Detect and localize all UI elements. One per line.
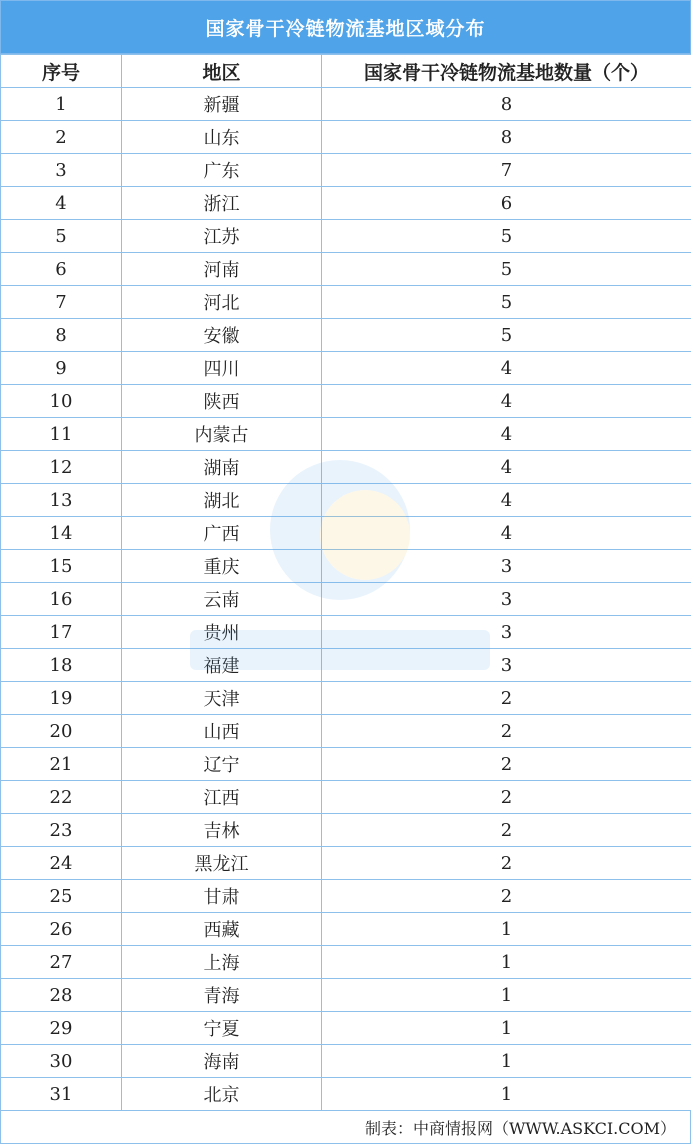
row-index: 15 <box>1 550 122 583</box>
row-count: 5 <box>322 253 691 286</box>
row-index: 7 <box>1 286 122 319</box>
row-region: 黑龙江 <box>122 847 322 880</box>
row-index: 12 <box>1 451 122 484</box>
table-row <box>1 814 691 847</box>
table-title: 国家骨干冷链物流基地区域分布 <box>0 0 691 54</box>
row-region: 浙江 <box>122 187 322 220</box>
row-count: 2 <box>322 880 691 913</box>
row-count: 2 <box>322 781 691 814</box>
table-row <box>1 1078 691 1111</box>
row-count: 4 <box>322 352 691 385</box>
row-index: 29 <box>1 1012 122 1045</box>
row-region: 湖南 <box>122 451 322 484</box>
table-row <box>1 1012 691 1045</box>
row-region: 西藏 <box>122 913 322 946</box>
table-row <box>1 913 691 946</box>
table-row <box>1 616 691 649</box>
row-region: 宁夏 <box>122 1012 322 1045</box>
row-index: 13 <box>1 484 122 517</box>
table-row <box>1 253 691 286</box>
table-row <box>1 88 691 121</box>
row-count: 5 <box>322 319 691 352</box>
row-count: 5 <box>322 220 691 253</box>
row-region: 河南 <box>122 253 322 286</box>
row-index: 22 <box>1 781 122 814</box>
header-count: 国家骨干冷链物流基地数量（个） <box>322 55 691 88</box>
table-row <box>1 748 691 781</box>
row-region: 青海 <box>122 979 322 1012</box>
row-count: 3 <box>322 616 691 649</box>
row-index: 4 <box>1 187 122 220</box>
row-region: 江西 <box>122 781 322 814</box>
row-count: 1 <box>322 1012 691 1045</box>
table-row <box>1 649 691 682</box>
row-count: 1 <box>322 913 691 946</box>
table-row <box>1 352 691 385</box>
row-region: 陕西 <box>122 385 322 418</box>
row-index: 31 <box>1 1078 122 1111</box>
row-count: 1 <box>322 979 691 1012</box>
row-index: 5 <box>1 220 122 253</box>
row-index: 8 <box>1 319 122 352</box>
table-row <box>1 286 691 319</box>
table-row <box>1 187 691 220</box>
row-index: 24 <box>1 847 122 880</box>
row-count: 1 <box>322 1078 691 1111</box>
table-row <box>1 715 691 748</box>
row-count: 4 <box>322 517 691 550</box>
table-row <box>1 451 691 484</box>
table-row <box>1 385 691 418</box>
row-index: 10 <box>1 385 122 418</box>
row-index: 21 <box>1 748 122 781</box>
table-row <box>1 319 691 352</box>
row-count: 6 <box>322 187 691 220</box>
row-count: 3 <box>322 649 691 682</box>
row-region: 上海 <box>122 946 322 979</box>
header-region: 地区 <box>122 55 322 88</box>
row-index: 27 <box>1 946 122 979</box>
row-region: 湖北 <box>122 484 322 517</box>
row-index: 18 <box>1 649 122 682</box>
row-region: 天津 <box>122 682 322 715</box>
table-row <box>1 418 691 451</box>
row-region: 贵州 <box>122 616 322 649</box>
row-region: 四川 <box>122 352 322 385</box>
row-index: 17 <box>1 616 122 649</box>
row-index: 20 <box>1 715 122 748</box>
row-index: 26 <box>1 913 122 946</box>
row-region: 江苏 <box>122 220 322 253</box>
table-row <box>1 550 691 583</box>
row-count: 8 <box>322 88 691 121</box>
row-count: 1 <box>322 946 691 979</box>
row-index: 3 <box>1 154 122 187</box>
table-row <box>1 154 691 187</box>
table-row <box>1 484 691 517</box>
row-index: 19 <box>1 682 122 715</box>
table-row <box>1 880 691 913</box>
table-row <box>1 1045 691 1078</box>
row-region: 山东 <box>122 121 322 154</box>
row-count: 8 <box>322 121 691 154</box>
table-row <box>1 946 691 979</box>
table-row <box>1 979 691 1012</box>
row-index: 16 <box>1 583 122 616</box>
row-region: 吉林 <box>122 814 322 847</box>
row-region: 内蒙古 <box>122 418 322 451</box>
row-index: 28 <box>1 979 122 1012</box>
table-row <box>1 220 691 253</box>
row-index: 1 <box>1 88 122 121</box>
row-index: 6 <box>1 253 122 286</box>
row-count: 7 <box>322 154 691 187</box>
row-region: 海南 <box>122 1045 322 1078</box>
row-index: 2 <box>1 121 122 154</box>
row-count: 4 <box>322 385 691 418</box>
table-row <box>1 682 691 715</box>
row-count: 5 <box>322 286 691 319</box>
row-count: 3 <box>322 550 691 583</box>
row-count: 2 <box>322 847 691 880</box>
row-count: 4 <box>322 484 691 517</box>
row-count: 3 <box>322 583 691 616</box>
row-count: 4 <box>322 451 691 484</box>
row-region: 广东 <box>122 154 322 187</box>
row-count: 2 <box>322 814 691 847</box>
row-region: 辽宁 <box>122 748 322 781</box>
row-count: 2 <box>322 748 691 781</box>
row-region: 山西 <box>122 715 322 748</box>
row-index: 25 <box>1 880 122 913</box>
row-region: 广西 <box>122 517 322 550</box>
row-region: 河北 <box>122 286 322 319</box>
header-row <box>1 55 691 88</box>
source-note: 制表：中商情报网（WWW.ASKCI.COM） <box>0 1111 691 1144</box>
table-row <box>1 517 691 550</box>
table-row <box>1 121 691 154</box>
row-region: 新疆 <box>122 88 322 121</box>
row-region: 北京 <box>122 1078 322 1111</box>
row-index: 14 <box>1 517 122 550</box>
row-region: 安徽 <box>122 319 322 352</box>
table-row <box>1 781 691 814</box>
row-region: 甘肃 <box>122 880 322 913</box>
header-index: 序号 <box>1 55 122 88</box>
table-row <box>1 847 691 880</box>
row-index: 23 <box>1 814 122 847</box>
row-index: 11 <box>1 418 122 451</box>
row-index: 9 <box>1 352 122 385</box>
row-region: 云南 <box>122 583 322 616</box>
row-region: 重庆 <box>122 550 322 583</box>
table-row <box>1 583 691 616</box>
row-count: 4 <box>322 418 691 451</box>
row-count: 2 <box>322 715 691 748</box>
table-body <box>1 88 691 1111</box>
row-index: 30 <box>1 1045 122 1078</box>
row-count: 1 <box>322 1045 691 1078</box>
row-region: 福建 <box>122 649 322 682</box>
row-count: 2 <box>322 682 691 715</box>
data-table <box>0 54 691 1111</box>
